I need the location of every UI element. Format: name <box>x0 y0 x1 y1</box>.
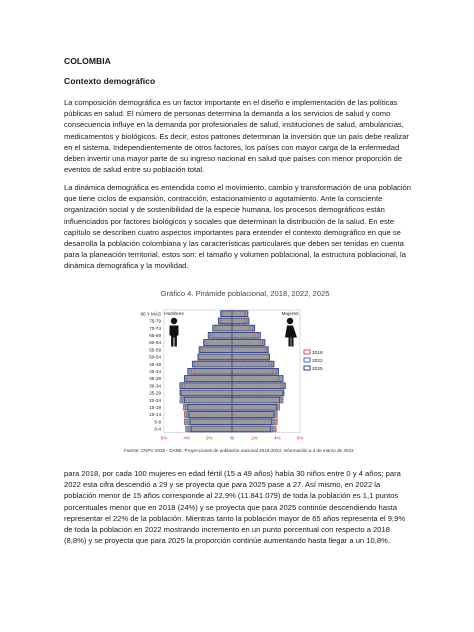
bar-hombres-base <box>199 347 232 353</box>
bar-mujeres-base <box>232 368 278 374</box>
bar-mujeres-base <box>232 354 269 360</box>
bar-mujeres-base <box>232 412 277 418</box>
bar-mujeres-base <box>232 419 277 425</box>
age-group-label: 75-79 <box>149 318 161 324</box>
age-group-label: 65-69 <box>149 333 161 338</box>
legend-swatch-2025 <box>304 366 310 370</box>
bar-hombres-base <box>198 354 232 360</box>
male-icon-head <box>171 318 177 324</box>
age-group-label: 45-49 <box>149 361 161 367</box>
age-group-label: 0-4 <box>154 426 161 432</box>
age-group-label: 5-9 <box>154 419 161 425</box>
x-tick-label: 2% <box>251 435 258 441</box>
bar-hombres-base <box>184 412 232 418</box>
x-tick-label: 4% <box>183 435 190 441</box>
legend-label-2025: 2025 <box>312 367 323 372</box>
paragraph-2: La dinámica demográfica es entendida como el movimiento, cambio y transformación de una población que tiene ciclos de expansión, contracción, estacionamiento o agotamiento. Ante la consciente organización social y de sostenibilidad de la especie humana, los procesos demográficos están influenciados por factores biológicos y sociales que determinan la distribución de la salud. En este capítulo se describen cuatro aspectos importantes para entender el contexto demográfico en que se desarrolla la población colombiana y las características particulares que deben ser tenidas en cuenta para la planeación territorial, estos son: el tamaño y volumen poblacional, la estructura poblacional, la dinámica demográfica y la movilidad. <box>64 183 411 271</box>
age-group-label: 20-24 <box>149 397 161 403</box>
bar-hombres-base <box>180 390 232 396</box>
age-group-label: 10-14 <box>149 412 161 418</box>
bar-hombres-base <box>221 311 232 317</box>
bar-mujeres-base <box>232 332 260 338</box>
bar-mujeres-base <box>232 426 276 432</box>
x-tick-label: 4% <box>274 435 281 441</box>
x-tick-label: 6% <box>296 435 304 441</box>
paragraph-1: La composición demográfica es un factor importante en el diseño e implementación de las políticas públicas en salud. El número de personas determina la demanda a los servicios de salud y como consecuencia influye en la demanda por profesionales de salud, instituciones de salud, ambulancias, medicamentos y biológicos. Es decir, estos patrones determinan la inversión que un país debe realizar en el sistema. Independientemente de otros factores, los países con mayor carga de la enfermedad deben invertir una mayor parte de su ingreso nacional en salud que países con menor proporción de eventos de salud entre su población total. <box>64 98 409 175</box>
hombres-label: Hombres <box>164 312 184 317</box>
figure-title: Gráfico 4. Pirámide poblacional, 2018, 2022, 2025 <box>160 289 330 298</box>
bar-mujeres-base <box>232 397 283 403</box>
bar-hombres-base <box>180 397 232 403</box>
bar-mujeres-base <box>232 404 280 410</box>
bar-hombres-base <box>192 361 232 367</box>
age-group-label: 80 Y MÁS <box>140 311 161 317</box>
bar-mujeres-base <box>232 325 255 331</box>
male-icon <box>170 326 179 347</box>
age-group-label: 50-54 <box>149 354 161 360</box>
age-group-label: 60-64 <box>149 340 161 346</box>
bar-hombres-base <box>204 340 232 346</box>
bar-mujeres-base <box>232 376 283 382</box>
age-group-label: 35-39 <box>149 376 161 382</box>
bar-mujeres-base <box>232 390 284 396</box>
bar-hombres-base <box>186 426 232 432</box>
age-group-label: 70-74 <box>149 325 161 331</box>
age-group-label: 40-44 <box>149 369 161 374</box>
bar-hombres-base <box>180 383 232 389</box>
section-heading: Contexto demográfico <box>64 76 156 86</box>
population-pyramid-figure <box>118 286 372 460</box>
legend-label-2022: 2022 <box>312 359 323 364</box>
x-tick-label: 6% <box>160 435 168 441</box>
legend-label-2018: 2018 <box>312 351 323 356</box>
bar-hombres-base <box>208 332 232 338</box>
bar-hombres-base <box>213 325 232 331</box>
paragraph-3: para 2018, por cada 100 mujeres en edad fértil (15 a 49 años) había 30 niños entre 0 y 4 años; para 2022 esta cifra descendió a 29 y se proyecta que para 2025 pase a 27. Así mismo, en 2022 la población menor de 15 años corresponde al 22,9% (11.841.079) de toda la población es 1,1 puntos porcentuales menor que en 2018 (24%) y se proyecta que para 2025 continúe descendiendo hasta representar el 22% de la población. Mientras tanto la población mayor de 65 años representa el 9,9% de toda la población en 2022 mostrando incremento en un punto porcentual con respecto a 2018 (8,8%) y se proyecta que para 2025 la proporción continúe aumentando hasta llegar a un 10,8%. <box>64 469 406 546</box>
bar-hombres-base <box>184 376 232 382</box>
bar-mujeres-base <box>232 383 285 389</box>
x-tick-label: % <box>229 435 235 441</box>
age-group-label: 25-29 <box>149 390 161 396</box>
bar-mujeres-base <box>232 361 274 367</box>
legend-swatch-2022 <box>304 358 310 362</box>
mujeres-label: Mujeres <box>281 312 299 317</box>
document-heading: COLOMBIA <box>64 56 111 66</box>
bar-hombres-base <box>184 419 232 425</box>
bar-mujeres-base <box>232 347 268 353</box>
female-icon <box>285 326 297 347</box>
age-group-label: 55-59 <box>149 347 161 353</box>
figure-source: Fuente: CNPV 2018 - DANE. Proyecciones de población nacional 2018-2023. Información a 4 de marzo de 2023 <box>124 448 354 453</box>
age-group-label: 30-34 <box>149 383 161 389</box>
legend-swatch-2018 <box>304 350 310 354</box>
population-pyramid-chart <box>118 296 372 456</box>
bar-hombres-base <box>183 404 232 410</box>
age-group-label: 15-19 <box>149 405 161 410</box>
x-tick-label: 2% <box>206 435 213 441</box>
female-icon-head <box>287 318 293 324</box>
